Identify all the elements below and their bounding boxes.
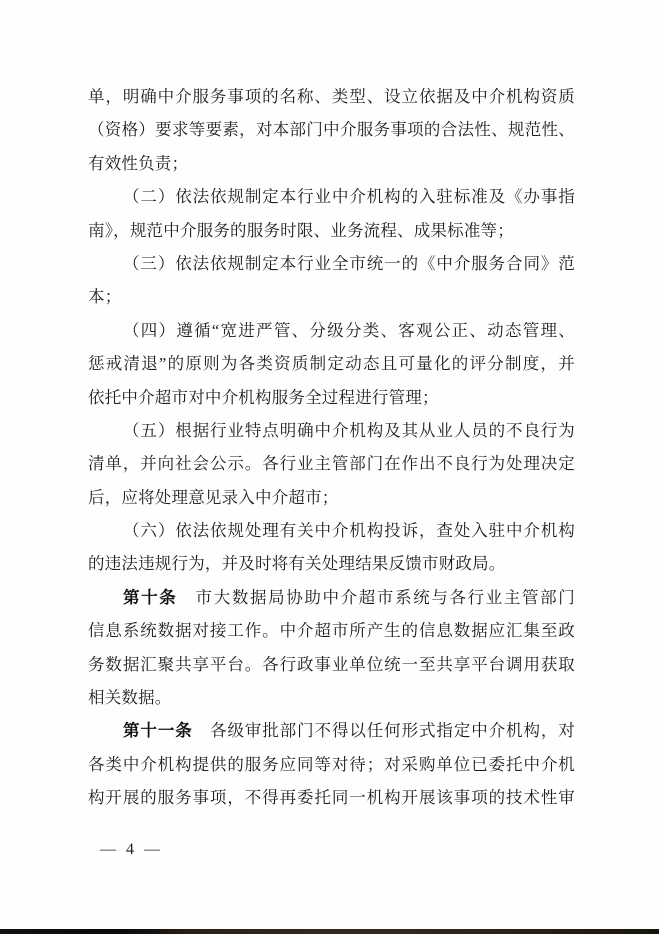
text-run: 依托中介超市对中介机构服务全过程进行管理； (88, 387, 439, 407)
text-run: （三）依法依规制定本行业全市统一的《中介服务合同》范 (123, 253, 575, 273)
text-run: 务数据汇聚共享平台。各行政事业单位统一至共享平台调用获取 (88, 654, 575, 674)
text-line (88, 748, 575, 781)
text-line (88, 481, 575, 514)
text-line (88, 280, 575, 313)
text-line (88, 80, 575, 113)
text-line (88, 547, 575, 580)
text-run: 后，应将处理意见录入中介超市； (88, 487, 339, 507)
text-line (88, 781, 575, 814)
text-run: （四）遵循“宽进严管、分级分类、客观公正、动态管理、 (123, 320, 575, 340)
text-line (88, 147, 575, 180)
text-run: 构开展的服务事项，不得再委托同一机构开展该事项的技术性审 (88, 788, 575, 808)
page-number: — 4 — (100, 841, 163, 858)
text-line (88, 347, 575, 380)
text-run: 各级审批部门不得以任何形式指定中介机构，对 (192, 721, 575, 741)
text-line (88, 314, 575, 347)
text-run: 清单，并向社会公示。各行业主管部门在作出不良行为处理决定 (88, 454, 575, 474)
article-number: 第十条 (123, 587, 178, 607)
text-line (88, 381, 575, 414)
scan-edge-artifact (0, 929, 659, 934)
text-run: 本； (88, 287, 122, 307)
text-run: 的违法违规行为，并及时将有关处理结果反馈市财政局。 (88, 554, 506, 574)
text-line (88, 414, 575, 447)
article-number: 第十一条 (123, 721, 193, 741)
text-run: 信息系统数据对接工作。中介超市所产生的信息数据应汇集至政 (88, 621, 575, 641)
text-line (88, 247, 575, 280)
text-run: 有效性负责； (88, 153, 189, 173)
text-line (88, 514, 575, 547)
text-run: 各类中介机构提供的服务应同等对待；对采购单位已委托中介机 (88, 754, 575, 774)
text-run: 市大数据局协助中介超市系统与各行业主管部门 (177, 587, 575, 607)
text-run: （二）依法依规制定本行业中介机构的入驻标准及《办事指 (123, 187, 575, 207)
text-run: （资格）要求等要素，对本部门中介服务事项的合法性、规范性、 (88, 120, 575, 140)
text-line (88, 180, 575, 213)
text-line (88, 447, 575, 480)
text-run: （五）根据行业特点明确中介机构及其从业人员的不良行为 (123, 420, 575, 440)
text-run: 惩戒清退”的原则为各类资质制定动态且可量化的评分制度，并 (88, 354, 575, 374)
text-line (88, 714, 575, 747)
text-line (88, 614, 575, 647)
text-line (88, 581, 575, 614)
text-line (88, 113, 575, 146)
text-line (88, 681, 575, 714)
document-body (88, 80, 575, 815)
text-run: （六）依法依规处理有关中介机构投诉，查处入驻中介机构 (123, 521, 575, 541)
text-run: 南》，规范中介服务的服务时限、业务流程、成果标准等； (88, 220, 514, 240)
text-run: 相关数据。 (88, 688, 172, 708)
text-line (88, 648, 575, 681)
text-run: 单，明确中介服务事项的名称、类型、设立依据及中介机构资质 (88, 87, 575, 106)
text-line (88, 214, 575, 247)
